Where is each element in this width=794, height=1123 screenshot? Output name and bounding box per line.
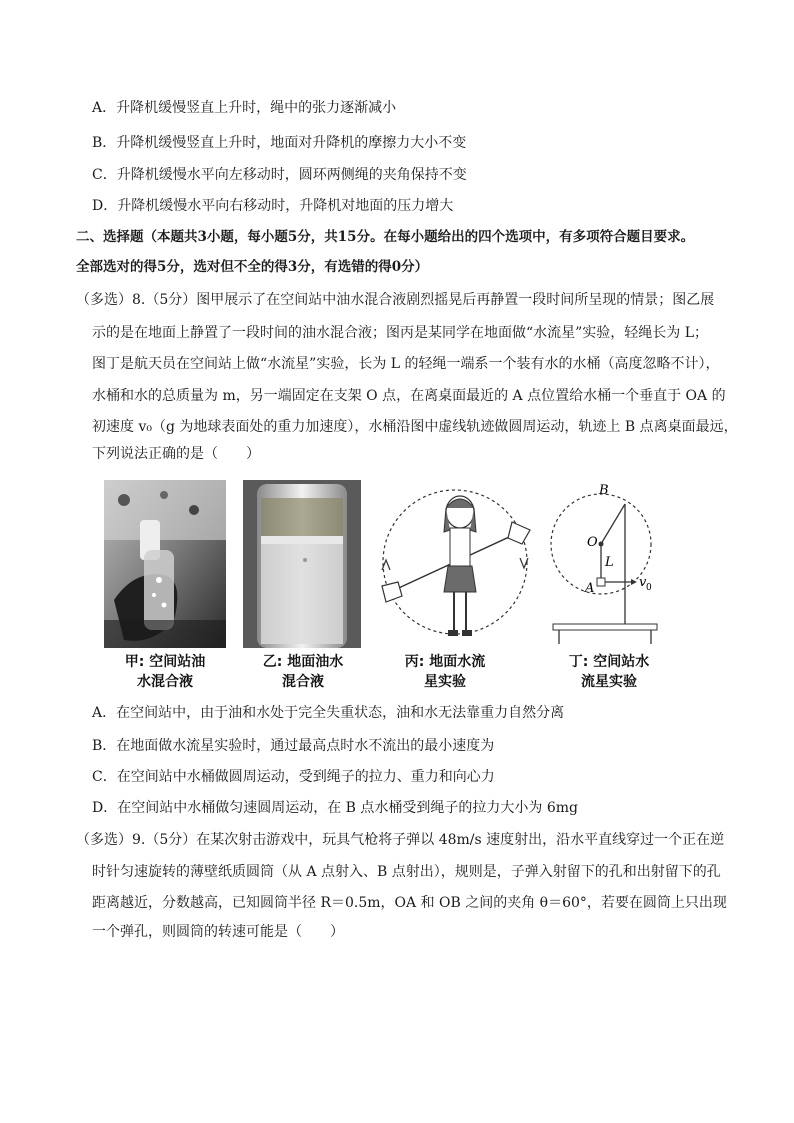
figure-yi-photo <box>243 480 361 648</box>
caption-jia <box>100 652 230 692</box>
q8-stem-line4: 水桶和水的总质量为 m，另一端固定在支架 O 点，在离桌面最近的 A 点位置给水桶一个垂直于 OA 的 <box>92 388 726 404</box>
caption-bing-line1: 丙: 地面水流 <box>404 654 486 670</box>
q9-stem-line1: （多选）9.（5分）在某次射击游戏中，玩具气枪将子弹以 48m/s 速度射出，沿水平直线穿过一个正在逆 <box>76 832 725 848</box>
figure-label-l: L <box>605 555 614 570</box>
q9-stem-line3: 距离越近，分数越高，已知圆筒半径 R＝0.5m，OA 和 OB 之间的夹角 θ＝60°，若要在圆筒上只出现 <box>92 895 727 911</box>
figure-label-b: B <box>599 483 609 498</box>
caption-ding <box>544 652 674 692</box>
caption-bing <box>380 652 510 692</box>
q8-option-c: C．在空间站中水桶做圆周运动，受到绳子的拉力、重力和向心力 <box>92 769 495 785</box>
q7-option-c: C．升降机缓慢水平向左移动时，圆环两侧绳的夹角保持不变 <box>92 167 467 183</box>
caption-jia-line2: 水混合液 <box>137 674 193 690</box>
caption-ding-line2: 流星实验 <box>581 674 637 690</box>
q9-stem-line4: 一个弹孔，则圆筒的转速可能是（ ） <box>92 924 344 940</box>
q8-stem-line1: （多选）8.（5分）图甲展示了在空间站中油水混合液剧烈摇晃后再静置一段时间所呈现的情景；图乙展 <box>76 292 715 308</box>
section2-heading-line1: 二、选择题（本题共3小题，每小题5分，共15分。在每小题给出的四个选项中，有多项符合题目要求。 <box>76 229 695 245</box>
figure-bing-diagram <box>372 482 538 648</box>
q8-option-b: B．在地面做水流星实验时，通过最高点时水不流出的最小速度为 <box>92 738 495 754</box>
figure-label-a: A <box>585 581 595 596</box>
caption-yi-line2: 混合液 <box>282 674 324 690</box>
figure-label-v0-subscript: 0 <box>646 583 652 593</box>
q9-stem-line2: 时针匀速旋转的薄壁纸质圆筒（从 A 点射入、B 点射出），规则是，子弹入射留下的孔和出射留下的孔 <box>92 864 721 880</box>
figure-label-o: O <box>587 535 598 550</box>
section2-heading-line2: 全部选对的得5分，选对但不全的得3分，有选错的得0分） <box>76 259 429 275</box>
figure-label-v0: v <box>639 575 647 590</box>
q7-option-b: B．升降机缓慢竖直上升时，地面对升降机的摩擦力大小不变 <box>92 135 467 151</box>
q8-option-a: A．在空间站中，由于油和水处于完全失重状态，油和水无法靠重力自然分离 <box>92 705 565 721</box>
caption-ding-line1: 丁: 空间站水 <box>568 654 650 670</box>
caption-jia-line1: 甲: 空间站油 <box>124 654 206 670</box>
q8-stem-line6: 下列说法正确的是（ ） <box>92 446 260 462</box>
caption-yi-line1: 乙: 地面油水 <box>262 654 344 670</box>
q7-option-a: A．升降机缓慢竖直上升时，绳中的张力逐渐减小 <box>92 100 397 116</box>
caption-yi <box>238 652 368 692</box>
q8-stem-line3: 图丁是航天员在空间站上做“水流星”实验，长为 L 的轻绳一端系一个装有水的水桶（高度忽略不计）， <box>92 356 720 372</box>
q8-stem-line2: 示的是在地面上静置了一段时间的油水混合液；图丙是某同学在地面做“水流星”实验，轻绳长为 L； <box>92 325 709 341</box>
q8-option-d: D．在空间站中水桶做匀速圆周运动，在 B 点水桶受到绳子的拉力大小为 6mg <box>92 800 579 816</box>
q7-option-d: D．升降机缓慢水平向右移动时，升降机对地面的压力增大 <box>92 198 454 214</box>
figure-jia-photo <box>104 480 226 648</box>
figure-ding-diagram <box>545 482 665 648</box>
q8-stem-line5: 初速度 v₀（g 为地球表面处的重力加速度），水桶沿图中虚线轨迹做圆周运动，轨迹上 B 点离桌面最远， <box>92 419 738 435</box>
caption-bing-line2: 星实验 <box>424 674 466 690</box>
